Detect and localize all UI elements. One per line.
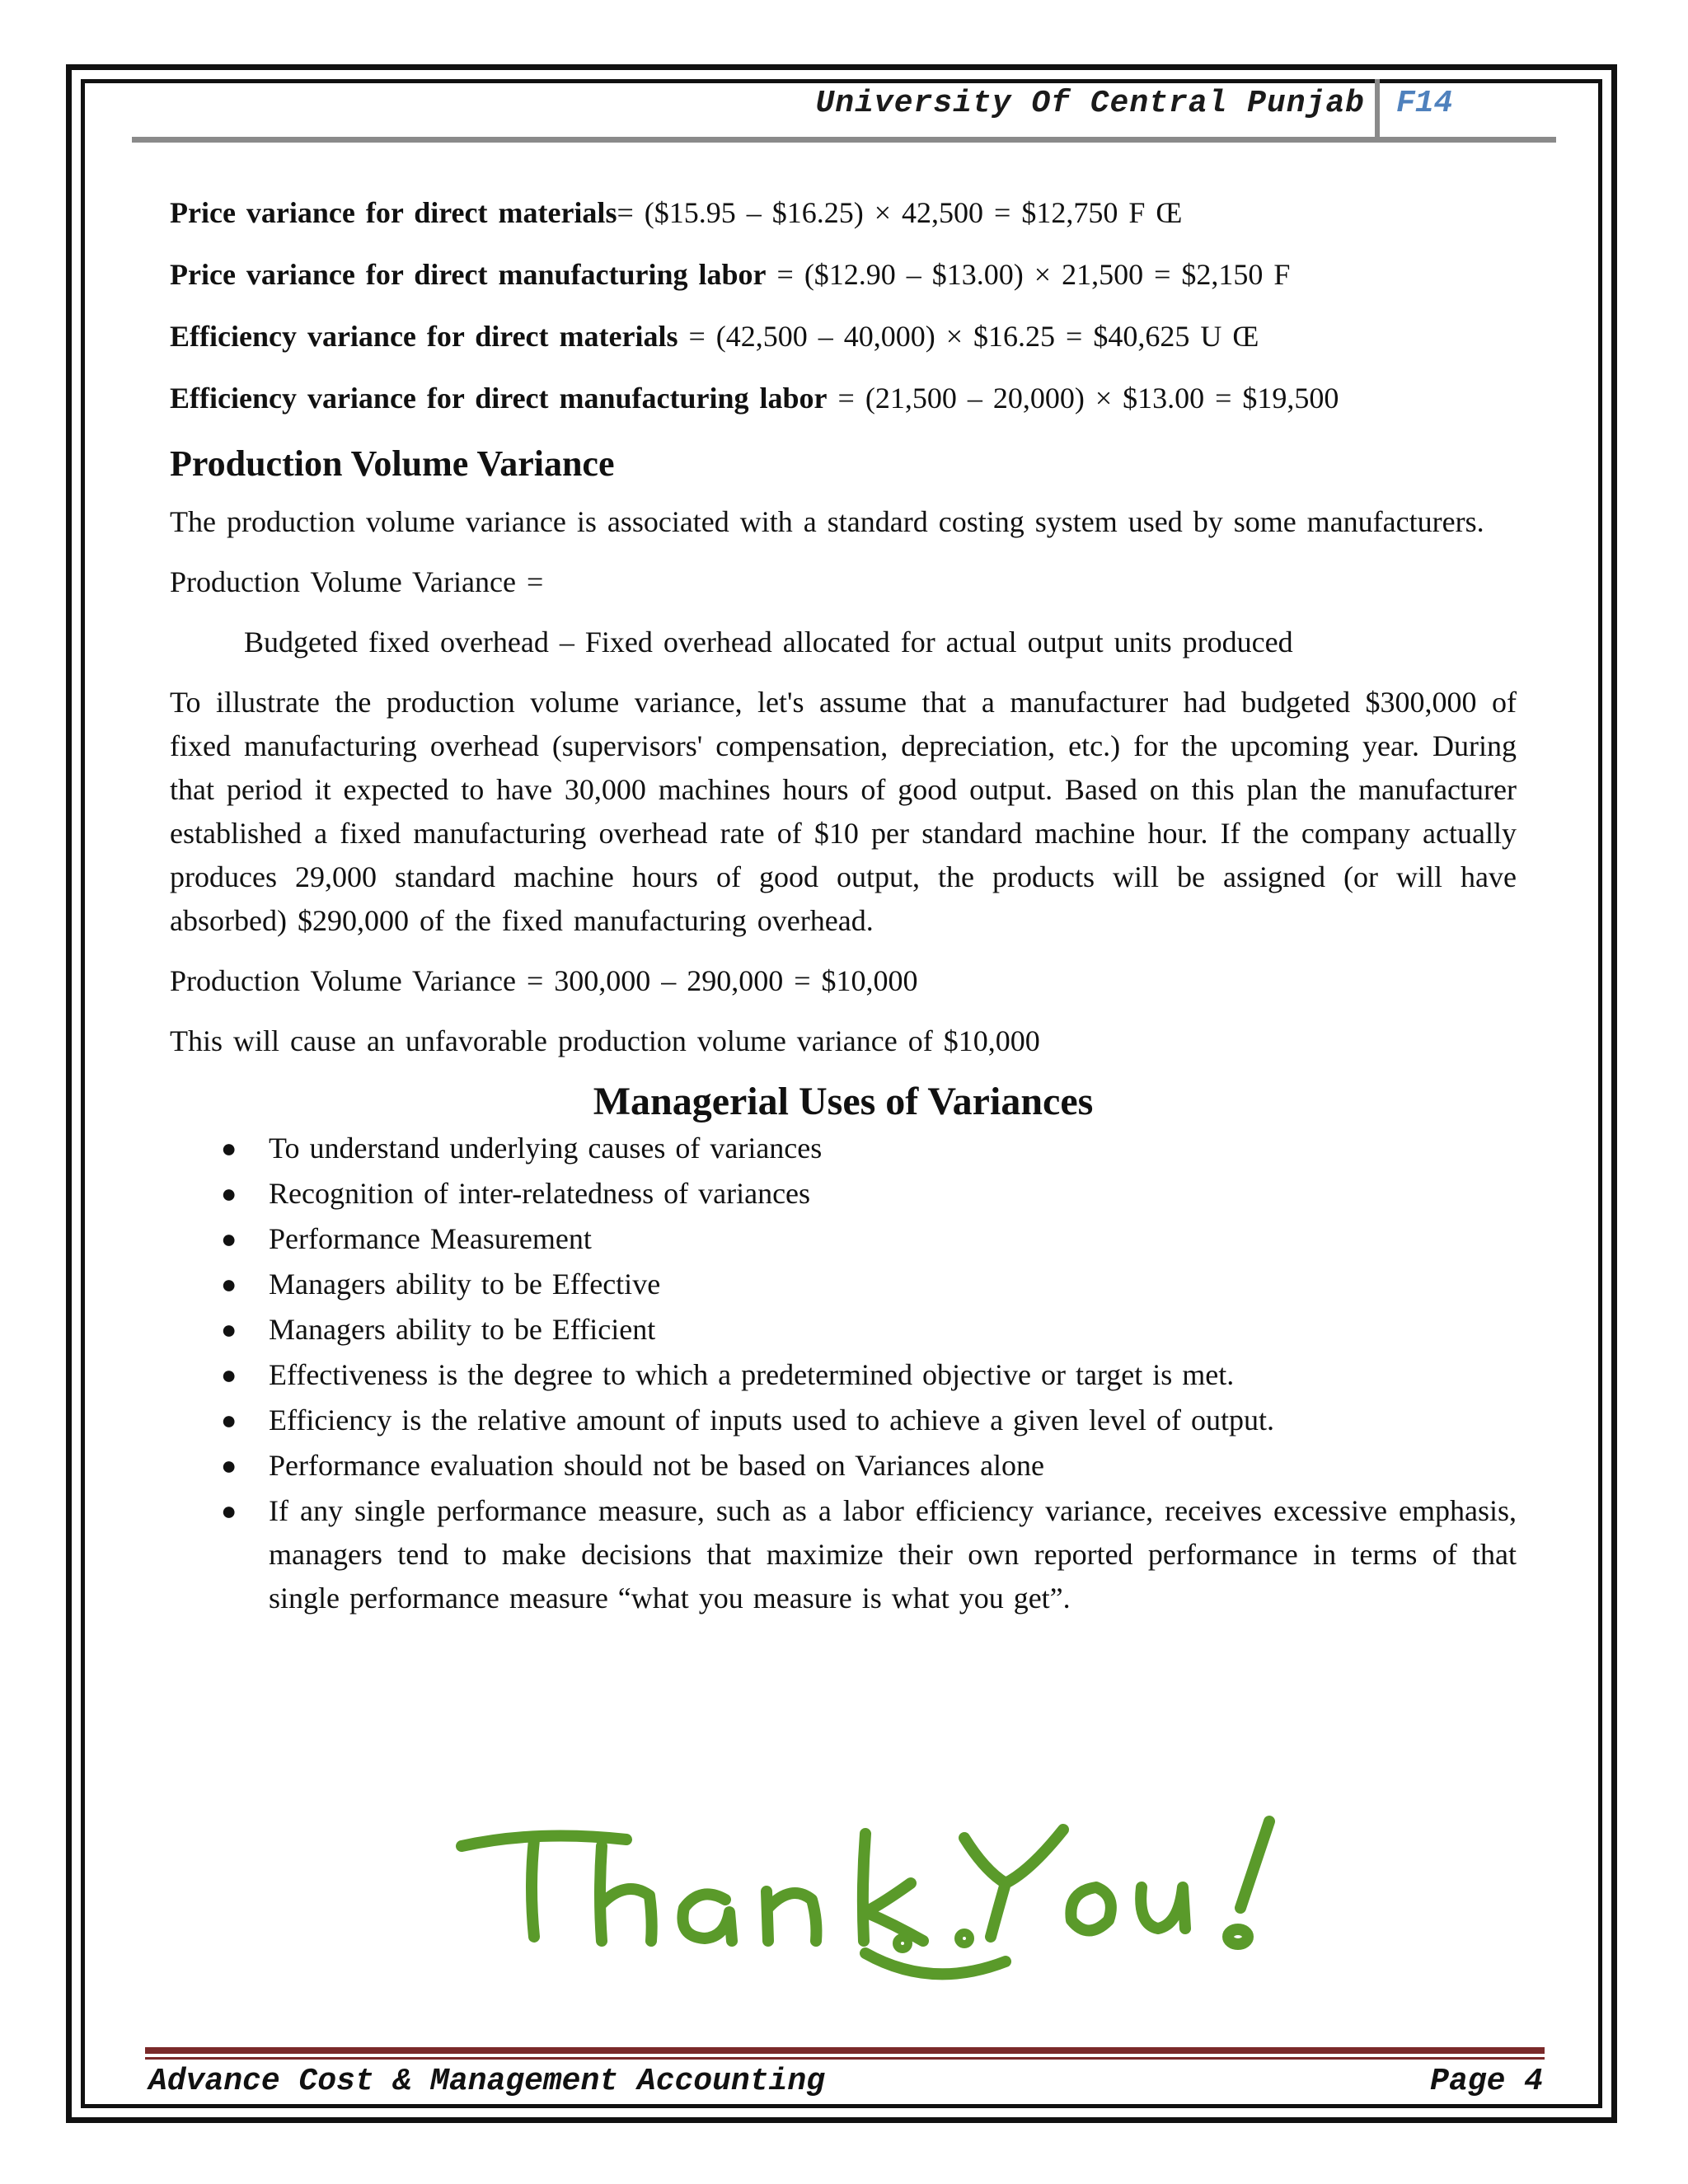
- bullet-icon: ●: [221, 1405, 237, 1435]
- footer-rule-thin: [145, 2057, 1545, 2060]
- bullet-icon: ●: [221, 1315, 237, 1344]
- list-item: ● Managers ability to be Effective: [269, 1263, 1517, 1306]
- thank-you-image: [437, 1788, 1327, 1986]
- bullet-icon: ●: [221, 1360, 237, 1390]
- pvv-conclusion: This will cause an unfavorable production volume variance of $10,000: [170, 1024, 1040, 1057]
- list-item: ● Managers ability to be Efficient: [269, 1308, 1517, 1352]
- page-content: [170, 191, 1517, 1622]
- pvv-example: To illustrate the production volume variance, let's assume that a manufacturer had budgeted $300,000 of fixed manufacturing overhead (supervisors' compensation, depreciation, etc.) for the upcoming year. During that period it expected to have 30,000 machines hours of good output. Based on this plan the manufacturer established a fixed manufacturing overhead rate of $10 per standard machine hour. If the company actually produces 29,000 standard machine hours of good output, the products will be assigned (or will have absorbed) $290,000 of the fixed manufacturing overhead.: [170, 686, 1517, 937]
- header-separator: [1375, 79, 1380, 142]
- bullet-icon: ●: [221, 1179, 237, 1208]
- bullet-icon: ●: [221, 1269, 237, 1299]
- section-heading-pvv: Production Volume Variance: [170, 443, 615, 484]
- bullet-icon: ●: [221, 1496, 237, 1526]
- footer-rule: [145, 2047, 1545, 2054]
- list-item: ● Performance evaluation should not be based on Variances alone: [269, 1444, 1517, 1488]
- pvv-formula-body: Budgeted fixed overhead – Fixed overhead allocated for actual output units produced: [244, 626, 1293, 658]
- bullet-icon: ●: [221, 1451, 237, 1480]
- variance-line: Price variance for direct manufacturing labor = ($12.90 – $13.00) × 21,500 = $2,150 F: [170, 258, 1291, 291]
- bullet-icon: ●: [221, 1224, 237, 1254]
- header-rule: [132, 137, 1556, 143]
- list-item: ● Effectiveness is the degree to which a predetermined objective or target is met.: [269, 1353, 1517, 1397]
- list-item: ● Performance Measurement: [269, 1217, 1517, 1261]
- variance-line: Efficiency variance for direct materials = (42,500 – 40,000) × $16.25 = $40,625 U Œ: [170, 320, 1259, 353]
- footer-page-number: Page 4: [1430, 2064, 1543, 2099]
- pvv-intro: The production volume variance is associated with a standard costing system used by some manufacturers.: [170, 505, 1484, 538]
- header-term: F14: [1396, 86, 1453, 121]
- variance-line: Efficiency variance for direct manufacturing labor = (21,500 – 20,000) × $13.00 = $19,500: [170, 382, 1339, 415]
- header-university: University Of Central Punjab: [815, 86, 1365, 121]
- list-item: ● Efficiency is the relative amount of inputs used to achieve a given level of output.: [269, 1399, 1517, 1442]
- pvv-formula-label: Production Volume Variance =: [170, 565, 544, 598]
- list-item: ● To understand underlying causes of variances: [269, 1127, 1517, 1170]
- list-item: ● Recognition of inter-relatedness of variances: [269, 1172, 1517, 1216]
- list-item: ● If any single performance measure, such as a labor efficiency variance, receives excessive emphasis, managers tend to make decisions that maximize their own reported performance in terms of that single performance measure “what you measure is what you get”.: [269, 1489, 1517, 1620]
- bullet-icon: ●: [221, 1133, 237, 1163]
- section-heading-managerial: Managerial Uses of Variances: [593, 1080, 1094, 1123]
- pvv-calc: Production Volume Variance = 300,000 – 290,000 = $10,000: [170, 964, 918, 997]
- variance-line: Price variance for direct materials= ($15.95 – $16.25) × 42,500 = $12,750 F Œ: [170, 196, 1183, 229]
- footer-course: Advance Cost & Management Accounting: [148, 2064, 825, 2099]
- managerial-list: [170, 1127, 1517, 1620]
